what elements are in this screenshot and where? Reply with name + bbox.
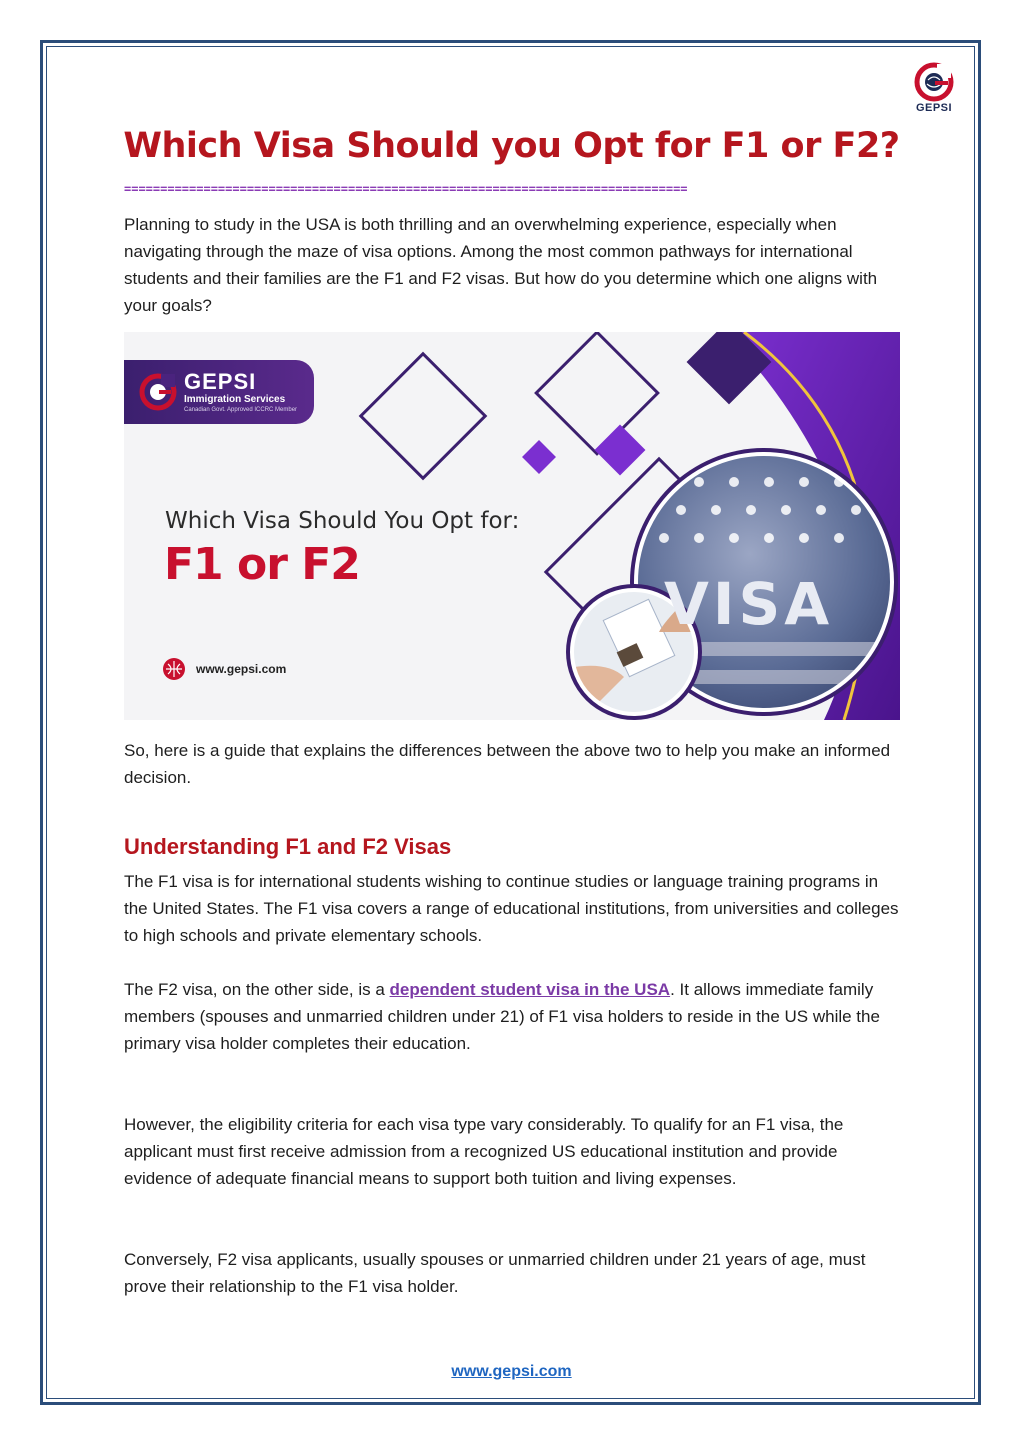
banner-headline: Which Visa Should You Opt for: <box>165 508 520 534</box>
eligibility-paragraph: However, the eligibility criteria for each visa type vary considerably. To qualify for an F1 visa, the applicant must first receive admission from a recognized US educational institution and provide evidence of adequate financial means to support both tuition and living expenses. <box>124 1115 844 1188</box>
f2-text-before: The F2 visa, on the other side, is a <box>124 980 390 999</box>
banner-visa-word: VISA <box>664 570 834 638</box>
f1-paragraph: The F1 visa is for international students wishing to continue studies or language training programs in the United States. The F1 visa covers a range of educational institutions, from universities and colleges to high schools and private elementary schools. <box>124 872 899 945</box>
gepsi-globe-icon <box>136 370 180 414</box>
banner-image <box>124 332 900 720</box>
f2-applicants-paragraph: Conversely, F2 visa applicants, usually spouses or unmarried children under 21 years of age, must prove their relationship to the F1 visa holder. <box>124 1250 866 1296</box>
f2-paragraph <box>124 976 904 1057</box>
guide-paragraph: So, here is a guide that explains the differences between the above two to help you make an informed decision. <box>124 741 891 787</box>
gepsi-logo <box>908 62 960 122</box>
footer-website-link[interactable]: www.gepsi.com <box>451 1363 572 1380</box>
page-title: Which Visa Should you Opt for F1 or F2? <box>123 126 900 166</box>
intro-paragraph: Planning to study in the USA is both thrilling and an overwhelming experience, especially when navigating through the maze of visa options. Among the most common pathways for international students and their families are the F1 and F2 visas. But how do you determine which one aligns with your goals? <box>124 215 878 315</box>
f2-text-after: . It allows immediate family members (spouses and unmarried children under 21) of F1 visa holders to reside in the US while the primary visa holder completes their education. <box>124 980 880 1053</box>
banner-brand-sub: Immigration Services <box>184 394 286 405</box>
dependent-visa-link[interactable]: dependent student visa in the USA <box>389 980 671 999</box>
banner-headline-accent: F1 or F2 <box>164 539 360 590</box>
section-heading: Understanding F1 and F2 Visas <box>124 834 452 859</box>
gepsi-globe-icon <box>908 62 960 104</box>
banner-website: www.gepsi.com <box>196 662 287 676</box>
banner-brand-tagline: Canadian Govt. Approved ICCRC Member <box>184 407 298 413</box>
banner-brand-badge <box>124 360 314 424</box>
banner-brand-name: GEPSI <box>184 369 257 394</box>
gepsi-logo-text: GEPSI <box>915 102 953 114</box>
title-rule: ============================================================================== <box>124 185 688 194</box>
